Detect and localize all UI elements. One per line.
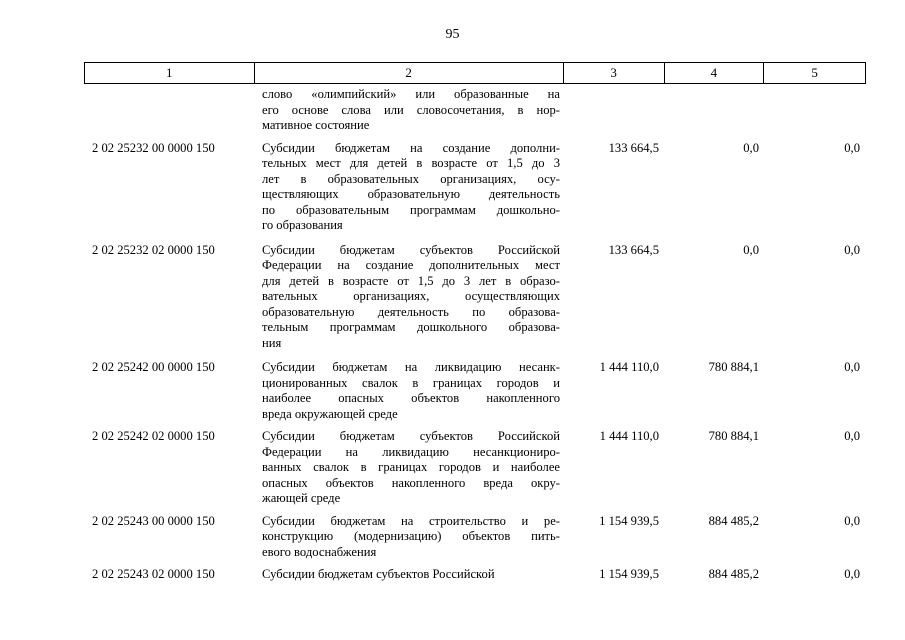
description-line: Федерации на создание дополнительных мест — [262, 258, 560, 272]
description-line: Федерации на ликвидацию несанкциониро- — [262, 444, 560, 459]
description-line: опасных объектов накопленного вреда окру- — [262, 475, 560, 490]
income-description — [254, 360, 564, 422]
budget-code: 2 02 25232 02 0000 150 — [92, 242, 215, 257]
amount-column-4: 780 884,1 — [708, 360, 759, 374]
description-line: образовательную деятельность по образова- — [262, 304, 560, 319]
table-header-row — [84, 62, 866, 84]
description-line: Субсидии бюджетам субъектов Российской — [262, 567, 495, 581]
description-line: ния — [262, 335, 282, 350]
income-description — [254, 141, 564, 234]
table-row — [84, 243, 866, 352]
table-row — [84, 567, 866, 583]
budget-code — [84, 87, 254, 134]
budget-code: 2 02 25242 02 0000 150 — [92, 429, 215, 443]
description-line: Субсидии бюджетам на ликвидацию несанк- — [262, 360, 560, 374]
amount-column-3: 133 664,5 — [608, 140, 659, 155]
amount-column-4: 884 485,2 — [708, 567, 759, 581]
table-row — [84, 87, 866, 134]
amount-column-5: 0,0 — [844, 140, 860, 155]
description-line: тельных мест для детей в возрасте от 1,5 до 3 — [262, 156, 560, 170]
description-line: го образования — [262, 218, 343, 232]
amount-column-3: 1 154 939,5 — [599, 513, 659, 528]
description-line: ванных свалок в границах городов и наиболее — [262, 460, 560, 474]
amount-column-4: 0,0 — [743, 242, 759, 257]
amount-column-5: 0,0 — [844, 429, 860, 443]
description-line: Субсидии бюджетам субъектов Российской — [262, 242, 560, 257]
table-body — [84, 84, 866, 583]
budget-code: 2 02 25243 00 0000 150 — [92, 513, 215, 528]
table-row — [84, 141, 866, 234]
table-row — [84, 429, 866, 507]
description-line: вательных организациях, осуществляющих — [262, 289, 560, 303]
description-line: для детей в возрасте от 1,5 до 3 лет в образо- — [262, 273, 560, 288]
amount-column-4: 0,0 — [743, 140, 759, 155]
amount-column-3 — [564, 87, 665, 134]
amount-column-5: 0,0 — [844, 360, 860, 374]
description-line: слово «олимпийский» или образованные на — [262, 87, 560, 101]
description-line: вреда окружающей среде — [262, 406, 398, 421]
description-line: Субсидии бюджетам на создание дополни- — [262, 140, 560, 155]
description-line: Субсидии бюджетам субъектов Российской — [262, 429, 560, 443]
income-description — [254, 514, 564, 561]
income-description — [254, 567, 564, 583]
table-row — [84, 514, 866, 561]
description-line: мативное состояние — [262, 118, 370, 132]
description-line: ционированных свалок в границах городов и — [262, 375, 560, 390]
column-header-5: 5 — [811, 65, 818, 80]
amount-column-3: 1 154 939,5 — [599, 567, 659, 581]
amount-column-5: 0,0 — [844, 513, 860, 528]
description-line: его основе слова или словосочетания, в нор- — [262, 102, 560, 117]
description-line: тельным программам дошкольного образова- — [262, 320, 560, 334]
table-row — [84, 360, 866, 422]
amount-column-5 — [765, 87, 866, 134]
description-line: жающей среде — [262, 491, 341, 505]
amount-column-5: 0,0 — [844, 242, 860, 257]
amount-column-4: 884 485,2 — [708, 513, 759, 528]
column-header-1: 1 — [85, 63, 255, 83]
amount-column-3: 1 444 110,0 — [599, 360, 659, 374]
column-header-2: 2 — [255, 63, 564, 83]
budget-code: 2 02 25232 00 0000 150 — [92, 140, 215, 155]
amount-column-4 — [665, 87, 765, 134]
amount-column-4: 780 884,1 — [708, 429, 759, 443]
budget-code: 2 02 25243 02 0000 150 — [92, 567, 215, 581]
budget-code: 2 02 25242 00 0000 150 — [92, 360, 215, 374]
description-line: по образовательным программам дошкольно- — [262, 202, 560, 217]
amount-column-3: 1 444 110,0 — [599, 429, 659, 443]
description-line: конструкцию (модернизацию) объектов пить- — [262, 529, 560, 543]
budget-table — [84, 62, 866, 583]
description-line: лет в образовательных организациях, осу- — [262, 171, 560, 186]
description-line: наиболее опасных объектов накопленного — [262, 391, 560, 405]
description-line: Субсидии бюджетам на строительство и ре- — [262, 513, 560, 528]
amount-column-5: 0,0 — [844, 567, 860, 581]
column-header-4: 4 — [665, 63, 765, 83]
income-description — [254, 87, 564, 134]
income-description — [254, 429, 564, 507]
description-line: евого водоснабжения — [262, 544, 377, 559]
column-header-3: 3 — [564, 63, 665, 83]
description-line: ществляющих образовательную деятельность — [262, 187, 560, 201]
amount-column-3: 133 664,5 — [608, 242, 659, 257]
income-description — [254, 243, 564, 352]
page-number: 95 — [445, 27, 460, 42]
